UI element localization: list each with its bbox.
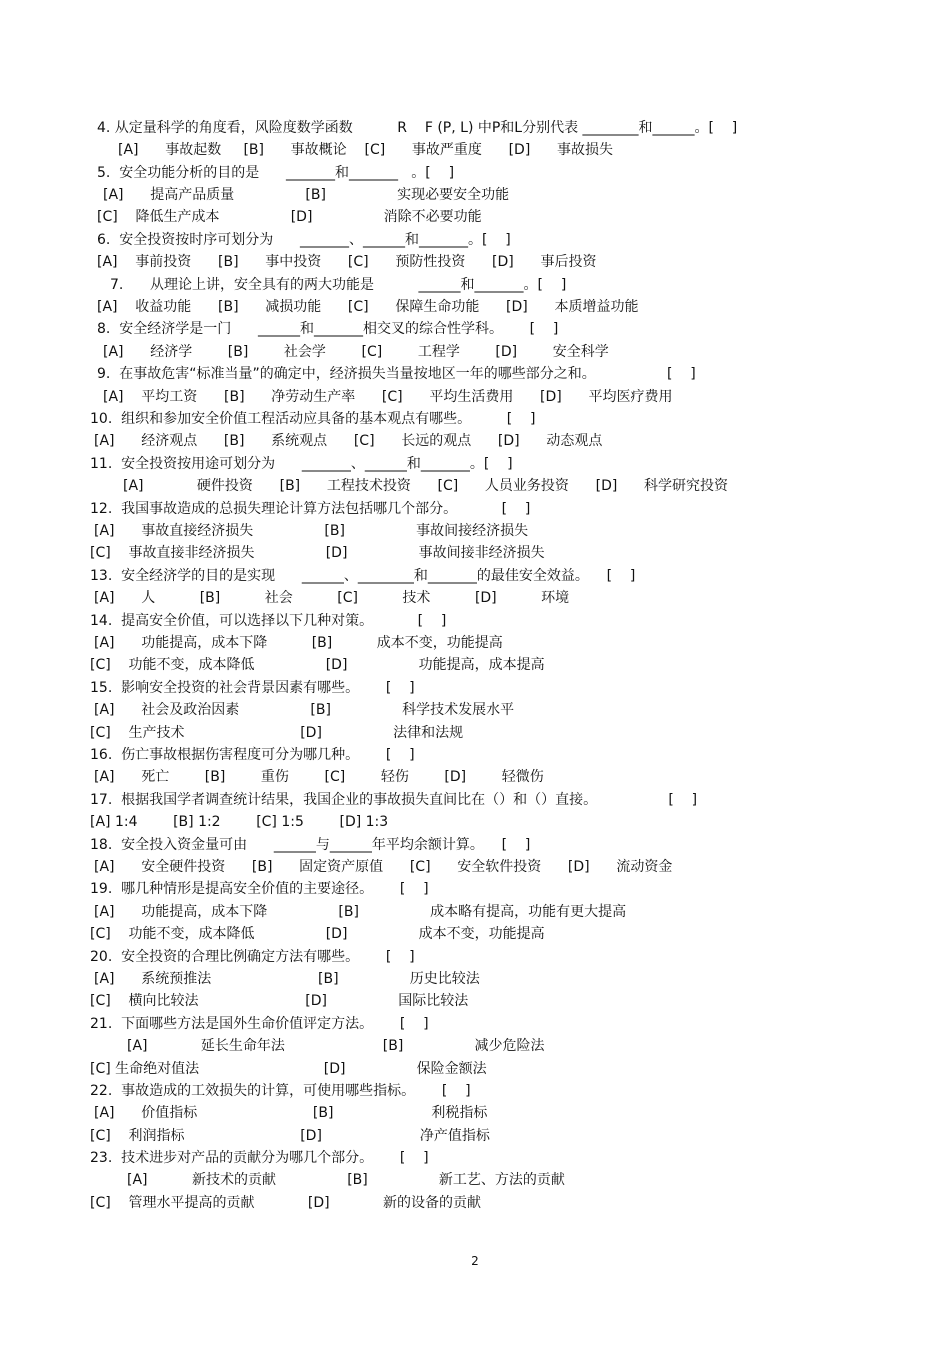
question-19-options-cd: [C] 功能不变，成本降低 [D] 成本不变，功能提高 (90, 926, 545, 942)
question-6: 6. 安全投资按时序可划分为 _______、______和_______。[ ] (97, 232, 511, 248)
question-23: 23. 技术进步对产品的贡献分为哪几个部分。 [ ] (90, 1150, 429, 1166)
question-9: 9. 在事故危害“标准当量”的确定中，经济损失当量按地区一年的哪些部分之和。 [ ] (97, 366, 696, 382)
question-21-options-ab: [A] 延长生命年法 [B] 减少危险法 (127, 1038, 545, 1054)
question-22: 22. 事故造成的工效损失的计算，可使用哪些指标。 [ ] (90, 1083, 471, 1099)
question-5: 5. 安全功能分析的目的是 _______和_______ 。[ ] (97, 165, 455, 181)
question-10: 10. 组织和参加安全价值工程活动应具备的基本观点有哪些。 [ ] (90, 411, 536, 427)
question-6-options: [A] 事前投资 [B] 事中投资 [C] 预防性投资 [D] 事后投资 (97, 254, 597, 270)
question-16: 16. 伤亡事故根据伤害程度可分为哪几种。 [ ] (90, 747, 415, 763)
question-9-options: [A] 平均工资 [B] 净劳动生产率 [C] 平均生活费用 [D] 平均医疗费用 (103, 389, 673, 405)
question-8-options: [A] 经济学 [B] 社会学 [C] 工程学 [D] 安全科学 (103, 344, 609, 360)
question-14: 14. 提高安全价值，可以选择以下几种对策。 [ ] (90, 613, 447, 629)
question-7-options: [A] 收益功能 [B] 减损功能 [C] 保障生命功能 [D] 本质增益功能 (97, 299, 639, 315)
question-22-options-cd: [C] 利润指标 [D] 净产值指标 (90, 1128, 490, 1144)
question-19-options-ab: [A] 功能提高，成本下降 [B] 成本略有提高，功能有更大提高 (94, 904, 627, 920)
question-8: 8. 安全经济学是一门 ______和_______相交叉的综合性学科。 [ ] (97, 321, 559, 337)
question-21-options-cd: [C] 生命绝对值法 [D] 保险金额法 (90, 1061, 487, 1077)
question-20-options-cd: [C] 横向比较法 [D] 国际比较法 (90, 993, 469, 1009)
question-7: 7. 从理论上讲，安全具有的两大功能是 ______和_______。[ ] (110, 277, 567, 293)
question-15: 15. 影响安全投资的社会背景因素有哪些。 [ ] (90, 680, 415, 696)
question-5-options-cd: [C] 降低生产成本 [D] 消除不必要功能 (97, 209, 482, 225)
question-14-options-cd: [C] 功能不变，成本降低 [D] 功能提高，成本提高 (90, 657, 545, 673)
question-18: 18. 安全投入资金量可由 ______与______年平均余额计算。 [ ] (90, 837, 531, 853)
question-23-options-cd: [C] 管理水平提高的贡献 [D] 新的设备的贡献 (90, 1195, 482, 1211)
page-number: 2 (471, 1254, 479, 1268)
question-17-options: [A] 1:4 [B] 1:2 [C] 1:5 [D] 1:3 (90, 814, 389, 830)
question-10-options: [A] 经济观点 [B] 系统观点 [C] 长远的观点 [D] 动态观点 (94, 433, 603, 449)
question-20-options-ab: [A] 系统预推法 [B] 历史比较法 (94, 971, 480, 987)
question-11-options: [A] 硬件投资 [B] 工程技术投资 [C] 人员业务投资 [D] 科学研究投资 (123, 478, 729, 494)
question-12-options-ab: [A] 事故直接经济损失 [B] 事故间接经济损失 (94, 523, 529, 539)
question-15-options-cd: [C] 生产技术 [D] 法律和法规 (90, 725, 464, 741)
question-4: 4. 从定量科学的角度看，风险度数学函数 R F (P, L) 中P和L分别代表 ________和______。[ ] (97, 120, 738, 136)
question-22-options-ab: [A] 价值指标 [B] 利税指标 (94, 1105, 488, 1121)
question-21: 21. 下面哪些方法是国外生命价值评定方法。 [ ] (90, 1016, 429, 1032)
question-13-options: [A] 人 [B] 社会 [C] 技术 [D] 环境 (94, 590, 570, 606)
question-4-options: [A] 事故起数 [B] 事故概论 [C] 事故严重度 [D] 事故损失 (118, 142, 613, 158)
question-12: 12. 我国事故造成的总损失理论计算方法包括哪几个部分。 [ ] (90, 501, 531, 517)
question-17: 17. 根据我国学者调查统计结果，我国企业的事故损失直间比在（）和（）直接。 [ ] (90, 792, 698, 808)
question-20: 20. 安全投资的合理比例确定方法有哪些。 [ ] (90, 949, 415, 965)
question-16-options: [A] 死亡 [B] 重伤 [C] 轻伤 [D] 轻微伤 (94, 769, 544, 785)
question-23-options-ab: [A] 新技术的贡献 [B] 新工艺、方法的贡献 (127, 1172, 565, 1188)
question-18-options: [A] 安全硬件投资 [B] 固定资产原值 [C] 安全软件投资 [D] 流动资金 (94, 859, 673, 875)
question-11: 11. 安全投资按用途可划分为 _______、______和_______。[ ] (90, 456, 513, 472)
question-19: 19. 哪几种情形是提高安全价值的主要途径。 [ ] (90, 881, 429, 897)
question-12-options-cd: [C] 事故直接非经济损失 [D] 事故间接非经济损失 (90, 545, 545, 561)
question-14-options-ab: [A] 功能提高，成本下降 [B] 成本不变，功能提高 (94, 635, 503, 651)
question-13: 13. 安全经济学的目的是实现 ______、________和_______的最佳安全效益。 [ ] (90, 568, 636, 584)
question-5-options-ab: [A] 提高产品质量 [B] 实现必要安全功能 (103, 187, 510, 203)
question-15-options-ab: [A] 社会及政治因素 [B] 科学技术发展水平 (94, 702, 515, 718)
